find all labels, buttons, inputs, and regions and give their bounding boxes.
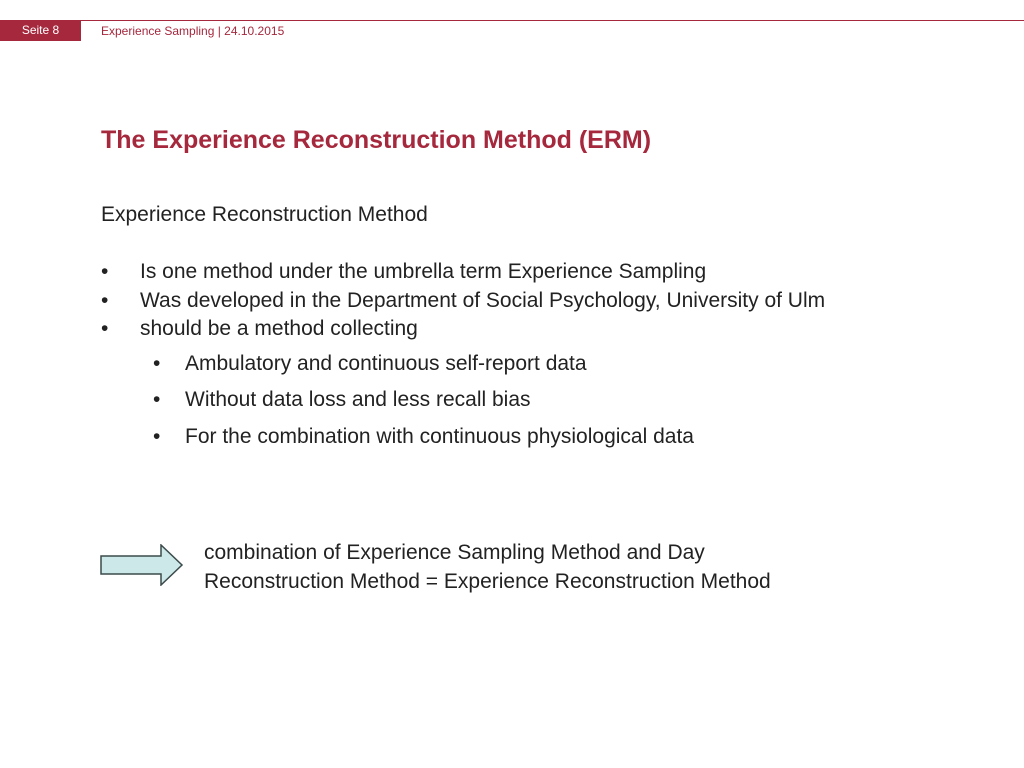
- conclusion-text: [204, 539, 964, 596]
- bullet-text: should be a method collecting: [140, 317, 418, 340]
- header-meta: Experience Sampling | 24.10.2015: [101, 24, 285, 38]
- bullet-glyph: •: [101, 288, 109, 312]
- bullet-glyph: •: [153, 351, 161, 375]
- bullet-glyph: •: [101, 260, 109, 283]
- bullet-glyph: •: [153, 388, 161, 411]
- conclusion-line: combination of Experience Sampling Method and Day: [204, 541, 705, 564]
- sub-bullet-text: Without data loss and less recall bias: [185, 388, 531, 411]
- right-arrow-icon: [100, 544, 184, 586]
- bullet-item: [101, 315, 971, 344]
- bullet-list: [101, 258, 971, 459]
- bullet-glyph: •: [101, 317, 109, 340]
- header-rule: [0, 20, 1024, 21]
- sub-bullet-text: For the combination with continuous physiological data: [185, 424, 694, 448]
- bullet-text: Was developed in the Department of Social Psychology, University of Ulm: [140, 288, 826, 312]
- slide-title: The Experience Reconstruction Method (ERM): [101, 126, 652, 154]
- bullet-glyph: •: [153, 424, 161, 448]
- sub-bullet-item: [101, 386, 971, 415]
- arrow-shape: [101, 545, 182, 585]
- conclusion-line: Reconstruction Method = Experience Reconstruction Method: [204, 569, 771, 593]
- page-number-badge: Seite 8: [0, 20, 81, 41]
- sub-bullet-list: [101, 350, 971, 452]
- sub-bullet-item: [101, 350, 971, 379]
- bullet-text: Is one method under the umbrella term Experience Sampling: [140, 260, 707, 283]
- sub-bullet-item: [101, 423, 971, 452]
- bullet-item: [101, 287, 971, 316]
- sub-bullet-text: Ambulatory and continuous self-report data: [185, 351, 587, 375]
- slide-subtitle: Experience Reconstruction Method: [101, 203, 428, 226]
- bullet-item: [101, 258, 971, 287]
